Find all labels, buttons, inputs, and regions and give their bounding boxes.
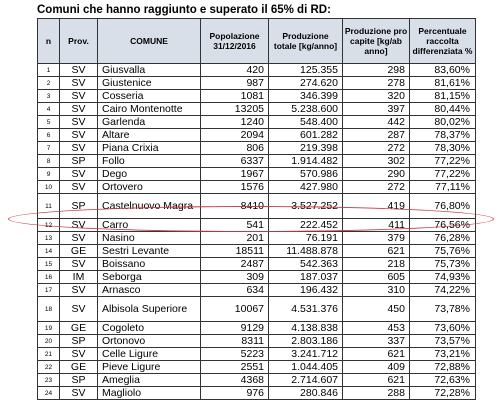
cell-produzione-totale: 601.282	[269, 129, 343, 142]
cell-percentuale: 74,22%	[410, 284, 476, 297]
cell-produzione-totale: 76.191	[269, 232, 343, 245]
cell-prov: SP	[60, 374, 98, 387]
cell-prov: SV	[60, 168, 98, 181]
cell-comune: Seborga	[98, 271, 201, 284]
cell-prov: SV	[60, 219, 98, 232]
table-row	[38, 374, 476, 387]
cell-n: 17	[38, 284, 60, 297]
cell-percentuale: 77,22%	[410, 168, 476, 181]
cell-produzione-pro-capite: 302	[343, 155, 410, 168]
cell-popolazione: 420	[201, 64, 269, 77]
cell-produzione-pro-capite: 621	[343, 374, 410, 387]
table-row	[38, 90, 476, 103]
cell-popolazione: 201	[201, 232, 269, 245]
cell-n: 23	[38, 374, 60, 387]
cell-percentuale: 76,80%	[410, 194, 476, 219]
cell-percentuale: 72,88%	[410, 361, 476, 374]
table-row	[38, 103, 476, 116]
cell-prov: GE	[60, 361, 98, 374]
cell-produzione-totale: 274.620	[269, 77, 343, 90]
cell-n: 21	[38, 348, 60, 361]
cell-produzione-totale: 2.714.607	[269, 374, 343, 387]
cell-produzione-pro-capite: 621	[343, 245, 410, 258]
cell-popolazione: 1576	[201, 181, 269, 194]
cell-n: 9	[38, 168, 60, 181]
cell-produzione-totale: 4.531.376	[269, 297, 343, 322]
cell-n: 4	[38, 103, 60, 116]
cell-comune: Carro	[98, 219, 201, 232]
cell-comune: Cairo Montenotte	[98, 103, 201, 116]
cell-percentuale: 72,28%	[410, 387, 476, 400]
cell-prov: SP	[60, 194, 98, 219]
cell-percentuale: 80,44%	[410, 103, 476, 116]
cell-produzione-totale: 3.527.252	[269, 194, 343, 219]
cell-prov: SV	[60, 387, 98, 400]
cell-percentuale: 73,21%	[410, 348, 476, 361]
cell-prov: SV	[60, 297, 98, 322]
cell-popolazione: 2551	[201, 361, 269, 374]
cell-prov: SV	[60, 90, 98, 103]
cell-prov: SP	[60, 335, 98, 348]
cell-n: 7	[38, 142, 60, 155]
table-row	[38, 116, 476, 129]
cell-prov: SV	[60, 77, 98, 90]
cell-prov: IM	[60, 271, 98, 284]
cell-n: 13	[38, 232, 60, 245]
cell-comune: Follo	[98, 155, 201, 168]
header-n: n	[38, 19, 60, 64]
header-prov: Prov.	[60, 19, 98, 64]
cell-produzione-totale: 346.399	[269, 90, 343, 103]
cell-n: 8	[38, 155, 60, 168]
cell-popolazione: 9129	[201, 322, 269, 335]
cell-prov: SP	[60, 155, 98, 168]
cell-popolazione: 4368	[201, 374, 269, 387]
cell-comune: Cosseria	[98, 90, 201, 103]
cell-popolazione: 634	[201, 284, 269, 297]
header-row	[38, 19, 476, 64]
cell-n: 16	[38, 271, 60, 284]
cell-produzione-totale: 427.980	[269, 181, 343, 194]
cell-produzione-totale: 187.037	[269, 271, 343, 284]
cell-comune: Cogoleto	[98, 322, 201, 335]
cell-produzione-pro-capite: 379	[343, 232, 410, 245]
recycling-table	[37, 18, 476, 400]
cell-produzione-totale: 570.986	[269, 168, 343, 181]
cell-produzione-pro-capite: 442	[343, 116, 410, 129]
table-row	[38, 361, 476, 374]
cell-comune: Giusvalla	[98, 64, 201, 77]
cell-percentuale: 73,57%	[410, 335, 476, 348]
table-row	[38, 297, 476, 322]
table-row	[38, 232, 476, 245]
cell-produzione-totale: 2.803.186	[269, 335, 343, 348]
cell-produzione-totale: 1.044.405	[269, 361, 343, 374]
cell-produzione-pro-capite: 272	[343, 142, 410, 155]
table-row	[38, 77, 476, 90]
cell-produzione-pro-capite: 278	[343, 77, 410, 90]
cell-produzione-pro-capite: 605	[343, 271, 410, 284]
cell-produzione-pro-capite: 218	[343, 258, 410, 271]
table-row	[38, 335, 476, 348]
cell-produzione-pro-capite: 287	[343, 129, 410, 142]
cell-comune: Ortovero	[98, 181, 201, 194]
cell-prov: SV	[60, 103, 98, 116]
cell-percentuale: 81,15%	[410, 90, 476, 103]
cell-n: 24	[38, 387, 60, 400]
cell-popolazione: 13205	[201, 103, 269, 116]
cell-n: 10	[38, 181, 60, 194]
cell-produzione-pro-capite: 298	[343, 64, 410, 77]
cell-prov: SV	[60, 64, 98, 77]
cell-popolazione: 5223	[201, 348, 269, 361]
header-produzione-pro-capite: Produzione pro capite [kg/ab anno]	[343, 19, 410, 64]
cell-percentuale: 74,93%	[410, 271, 476, 284]
cell-prov: GE	[60, 245, 98, 258]
cell-n: 18	[38, 297, 60, 322]
cell-produzione-totale: 196.432	[269, 284, 343, 297]
table-row	[38, 271, 476, 284]
cell-popolazione: 1240	[201, 116, 269, 129]
cell-produzione-pro-capite: 337	[343, 335, 410, 348]
cell-percentuale: 76,28%	[410, 232, 476, 245]
table-row	[38, 219, 476, 232]
cell-comune: Castelnuovo Magra	[98, 194, 201, 219]
cell-n: 3	[38, 90, 60, 103]
table-row	[38, 387, 476, 400]
cell-produzione-pro-capite: 397	[343, 103, 410, 116]
cell-percentuale: 75,76%	[410, 245, 476, 258]
cell-popolazione: 8410	[201, 194, 269, 219]
cell-produzione-totale: 11.488.878	[269, 245, 343, 258]
cell-popolazione: 541	[201, 219, 269, 232]
cell-produzione-pro-capite: 320	[343, 90, 410, 103]
cell-prov: SV	[60, 348, 98, 361]
cell-n: 1	[38, 64, 60, 77]
table-row	[38, 258, 476, 271]
cell-popolazione: 309	[201, 271, 269, 284]
cell-prov: SV	[60, 181, 98, 194]
cell-prov: SV	[60, 142, 98, 155]
header-popolazione: Popolazione 31/12/2016	[201, 19, 269, 64]
cell-comune: Arnasco	[98, 284, 201, 297]
cell-percentuale: 80,02%	[410, 116, 476, 129]
cell-produzione-pro-capite: 450	[343, 297, 410, 322]
cell-popolazione: 1967	[201, 168, 269, 181]
cell-n: 15	[38, 258, 60, 271]
table-row	[38, 322, 476, 335]
cell-popolazione: 2094	[201, 129, 269, 142]
cell-n: 11	[38, 194, 60, 219]
table-row	[38, 129, 476, 142]
cell-comune: Piana Crixia	[98, 142, 201, 155]
cell-percentuale: 77,11%	[410, 181, 476, 194]
cell-popolazione: 976	[201, 387, 269, 400]
cell-produzione-pro-capite: 409	[343, 361, 410, 374]
cell-prov: SV	[60, 258, 98, 271]
cell-comune: Pieve Ligure	[98, 361, 201, 374]
cell-prov: SV	[60, 129, 98, 142]
cell-prov: GE	[60, 322, 98, 335]
table-row	[38, 194, 476, 219]
header-percentuale: Percentuale raccolta differenziata %	[410, 19, 476, 64]
cell-produzione-pro-capite: 310	[343, 284, 410, 297]
cell-n: 6	[38, 129, 60, 142]
cell-produzione-pro-capite: 411	[343, 219, 410, 232]
table-row	[38, 348, 476, 361]
cell-n: 22	[38, 361, 60, 374]
cell-comune: Giustenice	[98, 77, 201, 90]
cell-produzione-totale: 3.241.712	[269, 348, 343, 361]
cell-popolazione: 8311	[201, 335, 269, 348]
cell-percentuale: 76,56%	[410, 219, 476, 232]
cell-popolazione: 18511	[201, 245, 269, 258]
table-title: Comuni che hanno raggiunto e superato il 65% di RD:	[37, 4, 331, 16]
cell-percentuale: 72,63%	[410, 374, 476, 387]
table-row	[38, 142, 476, 155]
table-row	[38, 284, 476, 297]
cell-percentuale: 75,73%	[410, 258, 476, 271]
cell-comune: Ortonovo	[98, 335, 201, 348]
cell-produzione-totale: 5.238.600	[269, 103, 343, 116]
table-row	[38, 64, 476, 77]
cell-n: 14	[38, 245, 60, 258]
cell-prov: SV	[60, 284, 98, 297]
cell-percentuale: 73,60%	[410, 322, 476, 335]
header-comune: COMUNE	[98, 19, 201, 64]
cell-comune: Celle Ligure	[98, 348, 201, 361]
cell-comune: Magliolo	[98, 387, 201, 400]
cell-n: 20	[38, 335, 60, 348]
cell-n: 2	[38, 77, 60, 90]
cell-produzione-pro-capite: 288	[343, 387, 410, 400]
cell-percentuale: 73,78%	[410, 297, 476, 322]
cell-produzione-pro-capite: 453	[343, 322, 410, 335]
cell-produzione-totale: 4.138.838	[269, 322, 343, 335]
cell-produzione-pro-capite: 621	[343, 348, 410, 361]
table-row	[38, 245, 476, 258]
cell-popolazione: 1081	[201, 90, 269, 103]
cell-produzione-pro-capite: 272	[343, 181, 410, 194]
cell-percentuale: 81,61%	[410, 77, 476, 90]
cell-produzione-pro-capite: 419	[343, 194, 410, 219]
table-row	[38, 155, 476, 168]
cell-produzione-totale: 548.400	[269, 116, 343, 129]
cell-comune: Garlenda	[98, 116, 201, 129]
cell-produzione-totale: 280.846	[269, 387, 343, 400]
cell-popolazione: 10067	[201, 297, 269, 322]
cell-prov: SV	[60, 232, 98, 245]
cell-popolazione: 2487	[201, 258, 269, 271]
cell-comune: Ameglia	[98, 374, 201, 387]
cell-n: 12	[38, 219, 60, 232]
cell-popolazione: 6337	[201, 155, 269, 168]
cell-percentuale: 78,37%	[410, 129, 476, 142]
header-produzione-totale: Produzione totale [kg/anno]	[269, 19, 343, 64]
cell-percentuale: 77,22%	[410, 155, 476, 168]
cell-prov: SV	[60, 116, 98, 129]
cell-comune: Sestri Levante	[98, 245, 201, 258]
cell-popolazione: 987	[201, 77, 269, 90]
cell-comune: Boissano	[98, 258, 201, 271]
cell-n: 5	[38, 116, 60, 129]
table-row	[38, 168, 476, 181]
cell-popolazione: 806	[201, 142, 269, 155]
cell-comune: Dego	[98, 168, 201, 181]
cell-produzione-totale: 222.452	[269, 219, 343, 232]
cell-produzione-totale: 125.355	[269, 64, 343, 77]
table-row	[38, 181, 476, 194]
cell-n: 19	[38, 322, 60, 335]
cell-comune: Nasino	[98, 232, 201, 245]
cell-produzione-totale: 219.398	[269, 142, 343, 155]
cell-produzione-totale: 542.363	[269, 258, 343, 271]
cell-produzione-totale: 1.914.482	[269, 155, 343, 168]
cell-produzione-pro-capite: 290	[343, 168, 410, 181]
cell-percentuale: 78,30%	[410, 142, 476, 155]
cell-comune: Albisola Superiore	[98, 297, 201, 322]
cell-percentuale: 83,60%	[410, 64, 476, 77]
cell-comune: Altare	[98, 129, 201, 142]
